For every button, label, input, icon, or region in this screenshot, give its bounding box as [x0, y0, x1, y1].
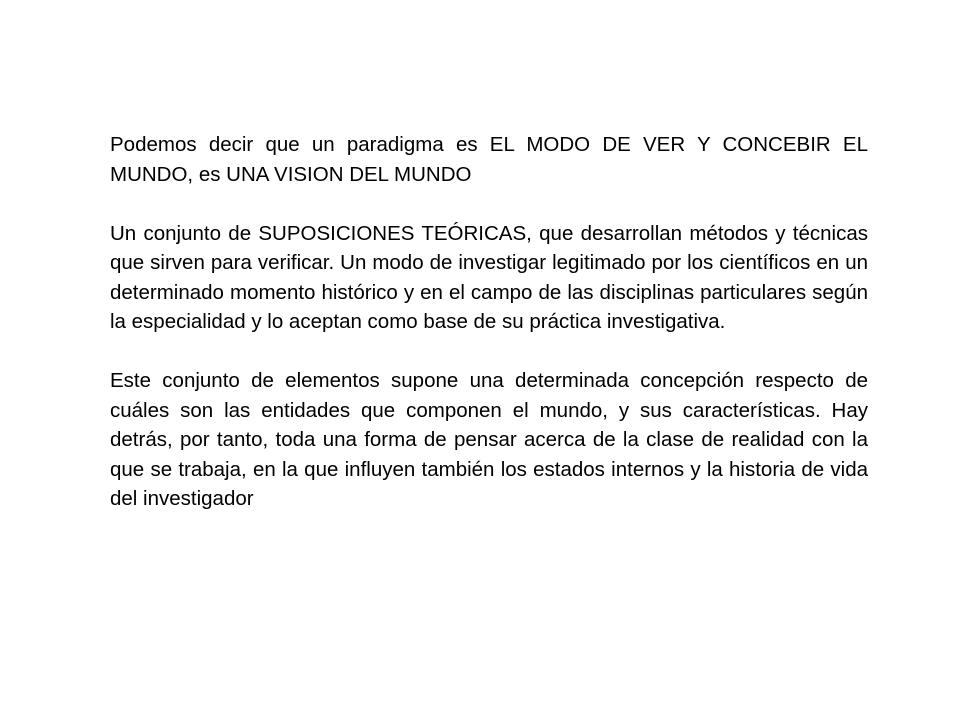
- paragraph-paradigm-definition: Podemos decir que un paradigma es EL MODO DE VER Y CONCEBIR EL MUNDO, es UNA VISION DEL MUNDO: [110, 133, 868, 186]
- paragraph-world-conception: Este conjunto de elementos supone una determinada concepción respecto de cuáles son las entidades que componen el mundo, y sus características. Hay detrás, por tanto, toda una forma de pensar acerca de la clase de realidad con la que se trabaja, en la que influyen también los estados internos y la historia de vida del investigador: [110, 369, 868, 510]
- slide-text-body: [110, 130, 868, 514]
- paragraph-theoretical-assumptions: Un conjunto de SUPOSICIONES TEÓRICAS, que desarrollan métodos y técnicas que sirven para verificar. Un modo de investigar legitimado por los científicos en un determinado momento histórico y en el campo de las disciplinas particulares según la especialidad y lo aceptan como base de su práctica investigativa.: [110, 221, 868, 333]
